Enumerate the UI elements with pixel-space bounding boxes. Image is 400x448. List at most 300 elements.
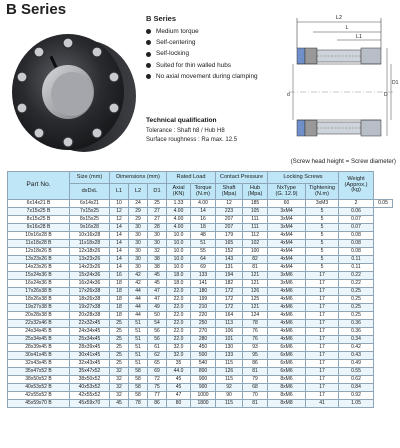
table-row <box>8 352 393 360</box>
cell-size: 12x18x26 <box>70 248 110 256</box>
cell-l1: 18 <box>110 288 129 296</box>
cross-section-drawing <box>283 4 397 152</box>
cell-part-no: 28x39x45 B <box>8 344 70 352</box>
cell-torque: 900 <box>191 384 216 392</box>
cell-nxtype: 4xM4 <box>268 240 306 248</box>
cell-l1: 14 <box>110 256 129 264</box>
cell-tightening: 17 <box>306 304 339 312</box>
table-row <box>8 296 393 304</box>
cell-tightening: 5 <box>306 232 339 240</box>
cell-d1: 45 <box>148 280 167 288</box>
cell-tightening: 5 <box>306 216 339 224</box>
cell-d1: 69 <box>148 368 167 376</box>
cell-size: 42x55x52 <box>70 392 110 400</box>
cell-hub: 68 <box>243 384 268 392</box>
cell-tightening: 17 <box>306 312 339 320</box>
cell-axial: 22.0 <box>167 304 191 312</box>
cell-d1: 32 <box>148 248 167 256</box>
cell-shaft: 152 <box>216 248 243 256</box>
cell-nxtype: 6xM6 <box>268 344 306 352</box>
cell-d1: 75 <box>148 384 167 392</box>
feature-list <box>146 26 281 82</box>
header-shaft: Shaft (Mpa) <box>216 184 243 200</box>
cell-shaft: 90 <box>216 392 243 400</box>
table-row <box>8 400 393 408</box>
cell-tightening: 17 <box>306 384 339 392</box>
cell-size: 32x43x45 <box>70 360 110 368</box>
cell-axial: 10.0 <box>167 256 191 264</box>
cell-part-no: 17x26x38 B <box>8 288 70 296</box>
cell-d1: 27 <box>148 208 167 216</box>
cell-tightening: 17 <box>306 360 339 368</box>
cell-d1: 30 <box>148 232 167 240</box>
table-row <box>8 272 393 280</box>
cell-l2: 30 <box>129 264 148 272</box>
table-row <box>8 200 393 208</box>
cell-nxtype: 8xM6 <box>268 384 306 392</box>
cell-l1: 16 <box>110 272 129 280</box>
cell-weight: 0.34 <box>339 336 374 344</box>
cell-hub: 86 <box>243 360 268 368</box>
cell-shaft: 182 <box>216 280 243 288</box>
cell-l2: 51 <box>129 336 148 344</box>
table-row <box>8 328 393 336</box>
cell-nxtype: 3xM4 <box>268 224 306 232</box>
cell-size: 17x26x38 <box>70 288 110 296</box>
table-row <box>8 208 393 216</box>
cell-l2: 29 <box>129 216 148 224</box>
cell-d1: 38 <box>148 264 167 272</box>
table-row <box>8 384 393 392</box>
screw-note: (Screw head height = Screw diameter) <box>290 158 396 165</box>
cell-part-no: 18x26x38 B <box>8 296 70 304</box>
header-l1: L1 <box>110 184 129 200</box>
cell-shaft: 131 <box>216 264 243 272</box>
cell-d1: 27 <box>148 216 167 224</box>
cell-axial: 45 <box>167 384 191 392</box>
cell-axial: 10.0 <box>167 248 191 256</box>
cell-shaft: 143 <box>216 256 243 264</box>
cell-shaft: 115 <box>216 360 243 368</box>
cell-hub: 111 <box>243 224 268 232</box>
cell-tightening: 17 <box>306 368 339 376</box>
header-d1: D1 <box>148 184 167 200</box>
cell-undefined: 0.05 <box>374 200 393 208</box>
feature-item: Self-centering <box>146 37 281 48</box>
cell-nxtype: 6xM6 <box>268 352 306 360</box>
locking-assembly-image <box>2 22 140 160</box>
cell-torque: 250 <box>191 320 216 328</box>
cell-axial: 10.0 <box>167 232 191 240</box>
cell-l2: 58 <box>129 368 148 376</box>
cell-l2: 44 <box>129 288 148 296</box>
cell-part-no: 42x55x52 B <box>8 392 70 400</box>
cell-torque: 14 <box>191 208 216 216</box>
cell-tightening: 17 <box>306 272 339 280</box>
cell-torque: 18 <box>191 224 216 232</box>
cell-l1: 25 <box>110 320 129 328</box>
cell-l1: 12 <box>110 216 129 224</box>
table-row <box>8 232 393 240</box>
cell-part-no: 40x53x52 B <box>8 384 70 392</box>
cell-l1: 25 <box>110 352 129 360</box>
cell-torque: 800 <box>191 368 216 376</box>
cell-d1: 54 <box>148 320 167 328</box>
cell-torque: 55 <box>191 248 216 256</box>
cell-weight: 0.25 <box>339 312 374 320</box>
spec-table <box>7 171 393 408</box>
cell-nxtype: 3xM4 <box>268 208 306 216</box>
cell-weight: 1.05 <box>339 400 374 408</box>
cell-shaft: 115 <box>216 376 243 384</box>
cell-shaft: 172 <box>216 288 243 296</box>
cell-axial: 18.0 <box>167 272 191 280</box>
cell-l1: 14 <box>110 240 129 248</box>
cell-hub: 121 <box>243 272 268 280</box>
cell-axial: 45 <box>167 376 191 384</box>
cell-shaft: 126 <box>216 368 243 376</box>
bullet-icon <box>146 40 151 45</box>
feature-item: Self-locking <box>146 48 281 59</box>
cell-weight: 0.36 <box>339 320 374 328</box>
cell-hub: 76 <box>243 328 268 336</box>
cell-torque: 220 <box>191 312 216 320</box>
cell-shaft: 133 <box>216 352 243 360</box>
cell-axial: 22.0 <box>167 296 191 304</box>
cell-l2: 42 <box>129 280 148 288</box>
cell-part-no: 32x43x45 B <box>8 360 70 368</box>
cell-l2: 51 <box>129 320 148 328</box>
cell-shaft: 172 <box>216 296 243 304</box>
cell-axial: 4.00 <box>167 216 191 224</box>
cell-weight: 0.07 <box>339 224 374 232</box>
cell-tightening: 5 <box>306 248 339 256</box>
cell-weight: 0.06 <box>339 208 374 216</box>
cell-torque: 64 <box>191 256 216 264</box>
cell-l2: 58 <box>129 392 148 400</box>
cell-shaft: 165 <box>216 240 243 248</box>
bullet-icon <box>146 63 151 68</box>
cell-hub: 81 <box>243 400 268 408</box>
cell-hub: 93 <box>243 344 268 352</box>
cell-nxtype: 3xM6 <box>268 272 306 280</box>
label-L: L <box>345 25 349 31</box>
cell-size: 35x47x52 <box>70 368 110 376</box>
cell-weight: 0.36 <box>339 328 374 336</box>
cell-weight: 0.11 <box>339 256 374 264</box>
cell-torque: 141 <box>191 280 216 288</box>
cell-torque: 540 <box>191 360 216 368</box>
bullet-icon <box>146 29 151 34</box>
cell-d1: 25 <box>148 200 167 208</box>
cell-nxtype: 4xM6 <box>268 328 306 336</box>
cell-size: 8x15x25 <box>70 216 110 224</box>
cell-l1: 18 <box>110 280 129 288</box>
label-L1: L1 <box>355 34 363 40</box>
cell-part-no: 7x15x25 B <box>8 208 70 216</box>
table-row <box>8 360 393 368</box>
cell-size: 40x53x52 <box>70 384 110 392</box>
header-torque: Torque (N.m) <box>191 184 216 200</box>
cell-tightening: 5 <box>306 224 339 232</box>
cell-weight: 0.84 <box>339 384 374 392</box>
cell-l2: 29 <box>129 208 148 216</box>
cell-hub: 125 <box>243 296 268 304</box>
cell-torque: 48 <box>191 232 216 240</box>
cell-tightening: 17 <box>306 336 339 344</box>
cell-weight: 0.22 <box>339 272 374 280</box>
cell-shaft: 223 <box>216 208 243 216</box>
header-weight: Weight (Approx.) (kg) <box>339 172 374 200</box>
cell-hub: 70 <box>243 392 268 400</box>
cell-axial: 44.0 <box>167 368 191 376</box>
cell-part-no: 6x14x21 B <box>8 200 70 208</box>
cell-nxtype: 60 <box>268 200 306 208</box>
cell-part-no: 9x16x28 B <box>8 224 70 232</box>
cell-l1: 32 <box>110 392 129 400</box>
cell-size: 20x28x38 <box>70 312 110 320</box>
cell-torque: 180 <box>191 288 216 296</box>
cell-d1: 47 <box>148 296 167 304</box>
cell-part-no: 10x16x28 B <box>8 232 70 240</box>
table-row <box>8 240 393 248</box>
header-contact-pressure: Contact Pressure <box>216 172 268 184</box>
cell-shaft: 101 <box>216 336 243 344</box>
cell-l1: 25 <box>110 328 129 336</box>
cell-size: 9x16x28 <box>70 224 110 232</box>
cell-nxtype: 3xM4 <box>268 216 306 224</box>
cell-shaft: 92 <box>216 384 243 392</box>
cell-hub: 121 <box>243 280 268 288</box>
cell-l1: 18 <box>110 304 129 312</box>
header-nxtype: NxType (G. 12.9) <box>268 184 306 200</box>
cell-size: 28x39x45 <box>70 344 110 352</box>
cell-l2: 44 <box>129 296 148 304</box>
cell-tightening: 17 <box>306 344 339 352</box>
cell-weight: 0.55 <box>339 368 374 376</box>
cell-shaft: 207 <box>216 216 243 224</box>
cell-torque: 199 <box>191 296 216 304</box>
table-row <box>8 344 393 352</box>
cell-torque: 900 <box>191 376 216 384</box>
cell-d1: 47 <box>148 288 167 296</box>
cell-d1: 30 <box>148 240 167 248</box>
cell-hub: 124 <box>243 312 268 320</box>
cell-l2: 42 <box>129 272 148 280</box>
cell-part-no: 25x34x45 B <box>8 336 70 344</box>
cell-hub: 79 <box>243 376 268 384</box>
cell-part-no: 13x23x26 B <box>8 256 70 264</box>
cell-d1: 45 <box>148 272 167 280</box>
cell-tightening: 5 <box>306 264 339 272</box>
table-row <box>8 256 393 264</box>
cell-l2: 51 <box>129 360 148 368</box>
cell-tightening: 17 <box>306 328 339 336</box>
cell-torque: 450 <box>191 344 216 352</box>
cell-part-no: 12x18x26 B <box>8 248 70 256</box>
cell-weight: 0.92 <box>339 392 374 400</box>
cell-hub: 112 <box>243 232 268 240</box>
cell-axial: 22.0 <box>167 312 191 320</box>
table-row <box>8 312 393 320</box>
cell-l1: 14 <box>110 248 129 256</box>
cell-d1: 72 <box>148 376 167 384</box>
table-row <box>8 304 393 312</box>
cell-axial: 80 <box>167 400 191 408</box>
header-rated-load: Rated Load <box>167 172 216 184</box>
cell-nxtype: 6xM6 <box>268 368 306 376</box>
cell-torque: 1800 <box>191 400 216 408</box>
cell-axial: 32.0 <box>167 352 191 360</box>
cell-l2: 30 <box>129 224 148 232</box>
cell-d1: 77 <box>148 392 167 400</box>
cell-weight: 0.08 <box>339 232 374 240</box>
cell-nxtype: 4xM6 <box>268 320 306 328</box>
label-D: D <box>384 92 388 98</box>
cell-weight: 0.11 <box>339 264 374 272</box>
cell-l1: 25 <box>110 344 129 352</box>
cell-torque: 4.00 <box>191 200 216 208</box>
header-dxdxl: dxDxL <box>70 184 110 200</box>
cell-torque: 500 <box>191 352 216 360</box>
table-row <box>8 288 393 296</box>
cell-axial: 10.0 <box>167 264 191 272</box>
cell-axial: 10.0 <box>167 240 191 248</box>
cell-nxtype: 4xM6 <box>268 296 306 304</box>
cell-tightening: 5 <box>306 208 339 216</box>
cell-hub: 121 <box>243 304 268 312</box>
cell-axial: 1.33 <box>167 200 191 208</box>
cell-nxtype: 4xM6 <box>268 288 306 296</box>
roughness-text: Surface roughness : Ra max. 12.5 <box>146 137 238 143</box>
spec-table-body <box>8 200 393 408</box>
cell-tightening: 5 <box>306 240 339 248</box>
cell-hub: 105 <box>243 208 268 216</box>
cell-nxtype: 6xM6 <box>268 360 306 368</box>
cell-weight: 0.62 <box>339 376 374 384</box>
bullet-icon <box>146 74 151 79</box>
cell-l1: 32 <box>110 384 129 392</box>
cell-hub: 81 <box>243 368 268 376</box>
cell-l1: 25 <box>110 336 129 344</box>
header-l2: L2 <box>129 184 148 200</box>
header-tightening: Tightening (N.m) <box>306 184 339 200</box>
cell-l1: 14 <box>110 264 129 272</box>
cell-shaft: 130 <box>216 344 243 352</box>
cell-hub: 95 <box>243 352 268 360</box>
cell-nxtype: 8xM6 <box>268 392 306 400</box>
cell-l1: 12 <box>110 208 129 216</box>
cell-l2: 51 <box>129 344 148 352</box>
cell-l1: 10 <box>110 200 129 208</box>
cell-weight: 0.25 <box>339 296 374 304</box>
cell-shaft: 113 <box>216 320 243 328</box>
cell-tightening: 17 <box>306 280 339 288</box>
cell-hub: 81 <box>243 264 268 272</box>
cell-axial: 47 <box>167 392 191 400</box>
cell-tightening: 17 <box>306 352 339 360</box>
header-axial: Axial (KN) <box>167 184 191 200</box>
cell-torque: 280 <box>191 336 216 344</box>
cell-weight: 0.22 <box>339 280 374 288</box>
cell-l2: 58 <box>129 384 148 392</box>
cell-size: 6x14x21 <box>70 200 110 208</box>
cell-part-no: 24x34x45 B <box>8 328 70 336</box>
table-row <box>8 320 393 328</box>
cell-l1: 14 <box>110 224 129 232</box>
header-part-no: Part No. <box>8 172 70 200</box>
cell-part-no: 11x18x28 B <box>8 240 70 248</box>
cell-nxtype: 4xM6 <box>268 312 306 320</box>
cell-shaft: 106 <box>216 328 243 336</box>
cell-d1: 56 <box>148 336 167 344</box>
cell-part-no: 35x47x52 B <box>8 368 70 376</box>
table-row <box>8 280 393 288</box>
cell-axial: 18.0 <box>167 280 191 288</box>
cell-hub: 100 <box>243 248 268 256</box>
cell-tightening: 17 <box>306 376 339 384</box>
cell-l1: 45 <box>110 400 129 408</box>
cell-axial: 22.0 <box>167 336 191 344</box>
cell-part-no: 38x50x52 B <box>8 376 70 384</box>
cell-part-no: 22x32x46 B <box>8 320 70 328</box>
technical-title: Technical qualification <box>146 117 217 124</box>
cell-size: 15x24x36 <box>70 272 110 280</box>
cell-tightening: 5 <box>306 256 339 264</box>
cell-l2: 30 <box>129 248 148 256</box>
table-row <box>8 376 393 384</box>
cell-size: 10x16x28 <box>70 232 110 240</box>
header-dimensions: Dimensions (mm) <box>110 172 167 184</box>
cell-size: 38x50x52 <box>70 376 110 384</box>
cell-l1: 32 <box>110 368 129 376</box>
cell-hub: 102 <box>243 240 268 248</box>
cell-d1: 50 <box>148 312 167 320</box>
cell-part-no: 16x24x36 B <box>8 280 70 288</box>
cell-shaft: 12 <box>216 200 243 208</box>
cell-d1: 56 <box>148 328 167 336</box>
cell-d1: 65 <box>148 360 167 368</box>
cell-torque: 210 <box>191 304 216 312</box>
table-row <box>8 248 393 256</box>
page-title: B Series <box>6 1 67 18</box>
cell-nxtype: 8xM6 <box>268 376 306 384</box>
bullet-icon <box>146 52 151 57</box>
cell-l1: 18 <box>110 296 129 304</box>
cell-nxtype: 3xM6 <box>268 280 306 288</box>
tolerance-text: Tolerance : Shaft h8 / Hub H8 <box>146 128 225 134</box>
cell-torque: 69 <box>191 264 216 272</box>
label-D1: D1 <box>392 80 399 86</box>
cell-d1: 49 <box>148 304 167 312</box>
cell-l1: 18 <box>110 312 129 320</box>
cell-shaft: 115 <box>216 400 243 408</box>
cell-weight: 0.08 <box>339 240 374 248</box>
cell-torque: 133 <box>191 272 216 280</box>
cell-l2: 24 <box>129 200 148 208</box>
cell-tightening: 17 <box>306 392 339 400</box>
cell-tightening: 41 <box>306 400 339 408</box>
header-size: Size (mm) <box>70 172 110 184</box>
cell-size: 30x41x45 <box>70 352 110 360</box>
cell-hub: 185 <box>243 200 268 208</box>
cell-weight: 0.42 <box>339 344 374 352</box>
spec-table-container <box>7 171 393 446</box>
cell-l2: 51 <box>129 352 148 360</box>
cell-shaft: 207 <box>216 224 243 232</box>
cell-d1: 28 <box>148 224 167 232</box>
cell-l2: 30 <box>129 256 148 264</box>
